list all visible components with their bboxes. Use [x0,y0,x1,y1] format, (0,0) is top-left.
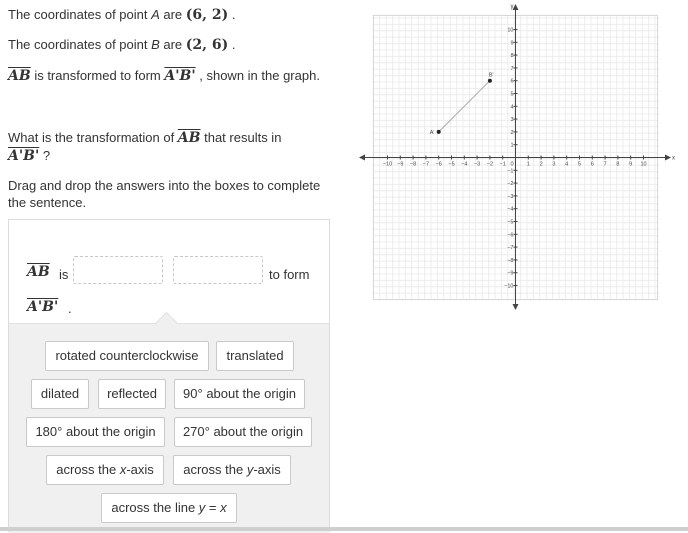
answer-translated[interactable]: translated [216,341,294,371]
answer-line-pre: across the line [111,500,199,515]
question-mark: ? [39,148,51,163]
x-tick-label: −2 [486,161,494,168]
answer-90-about-origin[interactable]: 90° about the origin [174,379,305,409]
y-tick-label: 10 [507,27,514,34]
point-a-label: A [151,7,160,22]
x-axis-arrow-right [665,155,671,161]
answer-line-equals: = [205,500,221,515]
x-tick-label: 2 [539,161,543,168]
point-a-text: The coordinates of point [8,7,152,22]
y-tick-label: 4 [510,104,514,111]
bottom-border [0,527,688,531]
x-tick-label: −3 [473,161,481,168]
y-tick-label: −4 [507,206,514,213]
x-tick-label: −1 [499,161,506,168]
answer-line-var-x: x [220,500,227,515]
point-b-label: B [151,37,160,52]
y-tick-label: 3 [510,117,514,124]
drop-box-2[interactable] [173,256,263,284]
point-a-are: are [159,7,186,22]
answer-y-axis-var: y [246,462,254,477]
x-tick-label: 6 [590,161,594,168]
y-tick-label: 9 [510,40,514,47]
y-tick-label: 8 [510,53,514,60]
answer-180-about-origin[interactable]: 180° about the origin [26,417,165,447]
transform-text-end: , shown in the graph. [195,68,320,83]
answer-across-x-axis[interactable] [46,455,164,485]
question-segment-ab: $\overline{AB}$ [177,130,201,146]
point-b-statement [8,36,236,54]
coordinate-graph [355,0,685,320]
point-b-prime-label: B' [488,72,494,79]
x-tick-label: −6 [435,161,442,168]
answer-bank [9,323,329,533]
y-tick-label: 6 [510,78,514,85]
y-tick-label: −7 [507,245,514,252]
x-tick-label: −9 [397,161,404,168]
answer-y-axis-post: -axis [253,462,281,477]
x-tick-label: −4 [461,161,468,168]
y-tick-label: −1 [507,168,514,175]
segment-ab: $\overline{AB}$ [8,68,31,84]
y-tick-label: −3 [507,193,514,200]
question-segment-a-prime-b-prime: A'B' [8,148,40,164]
transform-text: is transformed to form [30,68,165,83]
answer-across-y-axis[interactable] [173,455,291,485]
y-tick-label: 2 [510,129,514,136]
point-a-prime [437,130,441,134]
y-tick-label: 7 [510,65,514,72]
answer-x-axis-pre: across the [56,462,120,477]
drag-drop-panel [8,219,330,532]
x-tick-label: 7 [603,161,607,168]
x-tick-label: 8 [616,161,620,168]
x-tick-label: −5 [448,161,455,168]
answer-dilated[interactable]: dilated [31,379,89,409]
y-tick-label: −2 [507,181,514,188]
sentence-to-form: to form [269,267,310,282]
point-a-period: . [228,7,236,22]
x-tick-label: 1 [526,161,530,168]
y-tick-label: 5 [510,91,514,98]
question-prompt [8,129,328,165]
point-a-coords: (6, 2) [185,7,229,23]
point-b-coords: (2, 6) [185,37,229,53]
y-tick-label: −10 [504,283,514,290]
answer-x-axis-var: x [119,462,127,477]
point-b-text: The coordinates of point [8,37,152,52]
x-tick-label: 10 [640,161,647,168]
x-tick-label: 4 [565,161,569,168]
point-b-period: . [228,37,236,52]
x-tick-label: −7 [422,161,430,168]
transform-statement [8,67,320,85]
y-axis-label: y [510,4,514,10]
y-axis-arrow-down [513,304,519,310]
point-a-prime-label: A' [429,129,435,136]
y-tick-label: −6 [507,232,514,239]
answer-x-axis-post: -axis [126,462,154,477]
y-tick-label: 1 [510,142,514,149]
sentence-segment-ab: $\overline{AB}$ [27,264,50,280]
origin-label: 0 [510,161,514,168]
answer-270-about-origin[interactable]: 270° about the origin [174,417,312,447]
sentence-is: is [59,267,69,282]
question-text-mid: that results in [200,130,282,145]
segment-a-prime-b-prime: A'B' [164,68,196,84]
answer-reflected[interactable]: reflected [98,379,166,409]
answer-rotated-counterclockwise[interactable]: rotated counterclockwise [45,341,209,371]
x-tick-label: −10 [382,161,393,168]
sentence-segment-a-prime-b-prime: A'B' [27,299,59,315]
x-tick-label: −8 [409,161,417,168]
x-axis-arrow-left [359,155,365,161]
point-a-statement [8,6,236,24]
answer-sentence [27,242,317,316]
point-b-are: are [159,37,186,52]
bank-pointer [156,312,177,333]
answer-across-line-y-equals-x[interactable] [101,493,237,523]
answer-y-axis-pre: across the [183,462,247,477]
y-tick-label: −5 [507,219,514,226]
instructions: Drag and drop the answers into the boxes to complete the sentence. [8,178,321,210]
y-tick-label: −9 [507,270,514,277]
answer-line-var-y: y [198,500,206,515]
x-tick-label: 5 [577,161,582,168]
y-tick-label: −8 [507,257,514,264]
x-tick-label: 3 [552,161,556,168]
question-text: What is the transformation of [8,130,178,145]
drop-box-1[interactable] [73,256,163,284]
x-axis-label: x [672,155,675,162]
point-b-prime [488,79,492,83]
x-tick-label: 9 [629,161,633,168]
sentence-period: . [68,301,72,316]
